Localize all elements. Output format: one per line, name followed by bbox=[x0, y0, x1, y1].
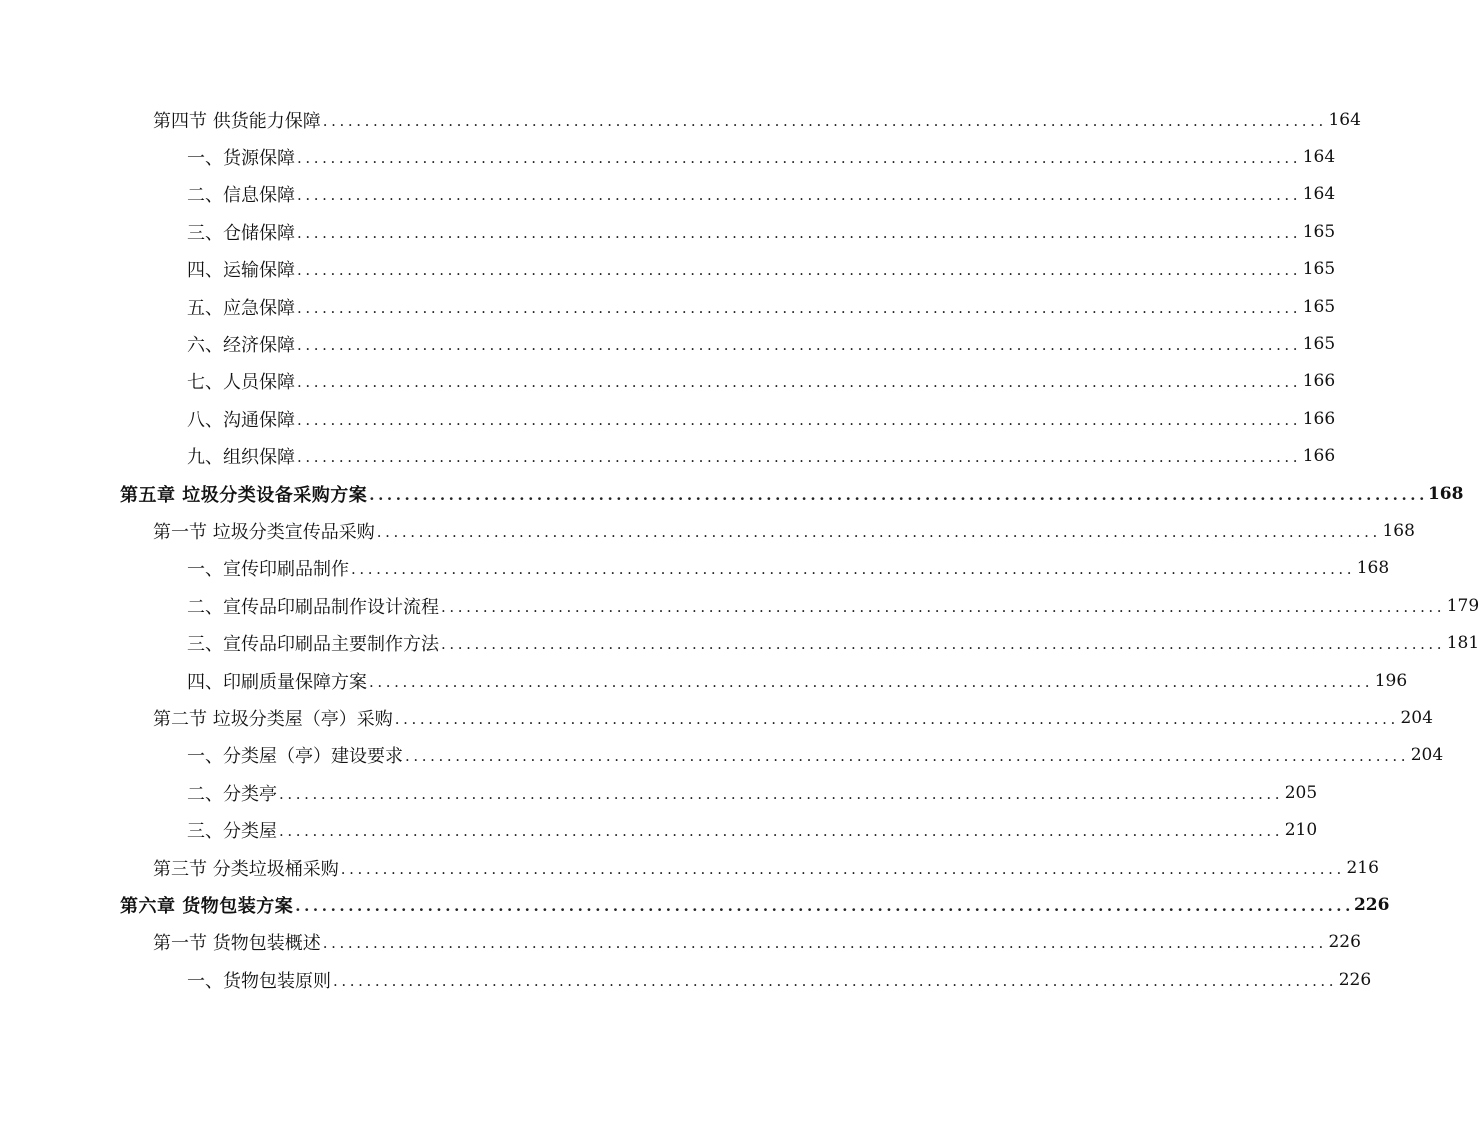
toc-entry-title: 一、货源保障 bbox=[187, 148, 295, 170]
toc-entry-page: 210 bbox=[1284, 820, 1318, 841]
toc-entry-title: 二、宣传品印刷品制作设计流程 bbox=[187, 596, 439, 618]
dot-leader: ........................................................................................................................ bbox=[351, 560, 1356, 579]
toc-entry-page: 165 bbox=[1302, 259, 1336, 280]
toc-entry-page: 165 bbox=[1302, 334, 1336, 355]
toc-entry-page: 205 bbox=[1284, 782, 1318, 803]
dot-leader: ........................................................................................................................ bbox=[405, 747, 1410, 766]
toc-entry-title: 第三节 分类垃圾桶采购 bbox=[153, 858, 339, 880]
toc-entry-page: 164 bbox=[1328, 109, 1361, 130]
toc-entry-title: 第五章 垃圾分类设备采购方案 bbox=[120, 484, 368, 506]
toc-entry[interactable] bbox=[0, 251, 1336, 288]
toc-entry-title: 二、分类亭 bbox=[187, 783, 277, 805]
toc-entry[interactable] bbox=[0, 213, 1336, 250]
dot-leader: ........................................................................................................................ bbox=[394, 709, 1399, 728]
toc-entry-page: 166 bbox=[1302, 371, 1336, 392]
toc-entry-title: 三、分类屋 bbox=[187, 821, 277, 843]
dot-leader: ........................................................................................................................ bbox=[322, 111, 1327, 130]
toc-entry-page: 164 bbox=[1302, 147, 1336, 168]
toc-entry[interactable] bbox=[0, 288, 1336, 325]
dot-leader: ........................................................................................................................ bbox=[297, 149, 1302, 168]
dot-leader: ........................................................................................................................ bbox=[295, 896, 1354, 915]
toc-entry-page: 204 bbox=[1410, 745, 1444, 766]
toc-entry[interactable] bbox=[0, 624, 1479, 661]
toc-entry-title: 八、沟通保障 bbox=[187, 409, 295, 431]
toc-entry-title: 七、人员保障 bbox=[187, 372, 295, 394]
toc-entry[interactable] bbox=[0, 699, 1433, 736]
dot-leader: ........................................................................................................................ bbox=[369, 672, 1374, 691]
dot-leader: ........................................................................................................................ bbox=[279, 784, 1284, 803]
toc-entry-title: 一、分类屋（亭）建设要求 bbox=[187, 746, 403, 768]
toc-entry[interactable] bbox=[0, 737, 1444, 774]
toc-entry-title: 四、运输保障 bbox=[187, 260, 295, 282]
toc-entry[interactable] bbox=[0, 325, 1336, 362]
toc-entry[interactable] bbox=[0, 176, 1336, 213]
toc-chapter-entry[interactable] bbox=[0, 886, 1390, 923]
toc-entry-page: 168 bbox=[1356, 558, 1390, 579]
toc-entry-title: 九、组织保障 bbox=[187, 447, 295, 469]
toc-entry[interactable] bbox=[0, 550, 1390, 587]
toc-entry-title: 五、应急保障 bbox=[187, 297, 295, 319]
toc-entry-page: 226 bbox=[1353, 894, 1390, 915]
toc-entry-page: 168 bbox=[1427, 483, 1464, 504]
dot-leader: ........................................................................................................................ bbox=[322, 934, 1327, 953]
toc-entry-page: 166 bbox=[1302, 408, 1336, 429]
dot-leader: ........................................................................................................................ bbox=[297, 448, 1302, 467]
toc-chapter-entry[interactable] bbox=[0, 475, 1464, 512]
dot-leader: ........................................................................................................................ bbox=[333, 971, 1338, 990]
dot-leader: ........................................................................................................................ bbox=[297, 298, 1302, 317]
toc-entry[interactable] bbox=[0, 811, 1318, 848]
dot-leader: ........................................................................................................................ bbox=[297, 223, 1302, 242]
toc-entry-title: 第一节 垃圾分类宣传品采购 bbox=[153, 521, 375, 543]
toc-entry-title: 第二节 垃圾分类屋（亭）采购 bbox=[153, 708, 393, 730]
toc-entry-page: 181 bbox=[1446, 633, 1479, 654]
dot-leader: ........................................................................................................................ bbox=[279, 822, 1284, 841]
dot-leader: ........................................................................................................................ bbox=[340, 859, 1345, 878]
dot-leader: ........................................................................................................................ bbox=[441, 635, 1446, 654]
dot-leader: ........................................................................................................................ bbox=[297, 186, 1302, 205]
dot-leader: ........................................................................................................................ bbox=[297, 261, 1302, 280]
toc-entry[interactable] bbox=[0, 587, 1479, 624]
toc-entry-title: 第六章 货物包装方案 bbox=[120, 895, 294, 917]
dot-leader: ........................................................................................................................ bbox=[369, 485, 1428, 504]
toc-entry-page: 196 bbox=[1374, 670, 1408, 691]
dot-leader: ........................................................................................................................ bbox=[297, 373, 1302, 392]
toc-entry-title: 三、仓储保障 bbox=[187, 222, 295, 244]
dot-leader: ........................................................................................................................ bbox=[297, 410, 1302, 429]
toc-entry[interactable] bbox=[0, 512, 1415, 549]
toc-entry-title: 第四节 供货能力保障 bbox=[153, 110, 321, 132]
dot-leader: ........................................................................................................................ bbox=[376, 522, 1381, 541]
toc-entry[interactable] bbox=[0, 774, 1318, 811]
toc-entry-title: 四、印刷质量保障方案 bbox=[187, 671, 367, 693]
toc-entry-page: 165 bbox=[1302, 221, 1336, 242]
toc-entry-page: 226 bbox=[1338, 969, 1372, 990]
toc-entry-page: 226 bbox=[1328, 932, 1361, 953]
toc-entry-title: 第一节 货物包装概述 bbox=[153, 933, 321, 955]
toc-entry[interactable] bbox=[0, 849, 1379, 886]
toc-entry-title: 六、经济保障 bbox=[187, 335, 295, 357]
toc-entry[interactable] bbox=[0, 924, 1361, 961]
toc-entry[interactable] bbox=[0, 961, 1372, 998]
toc-entry[interactable] bbox=[0, 662, 1408, 699]
toc-entry[interactable] bbox=[0, 400, 1336, 437]
toc-entry-title: 一、宣传印刷品制作 bbox=[187, 559, 349, 581]
toc-entry[interactable] bbox=[0, 138, 1336, 175]
toc-entry[interactable] bbox=[0, 101, 1361, 138]
toc-entry-title: 一、货物包装原则 bbox=[187, 970, 331, 992]
toc-entry[interactable] bbox=[0, 363, 1336, 400]
toc-entry[interactable] bbox=[0, 438, 1336, 475]
toc-entry-page: 216 bbox=[1346, 857, 1379, 878]
toc-entry-page: 166 bbox=[1302, 446, 1336, 467]
toc-entry-page: 168 bbox=[1382, 520, 1415, 541]
toc-entry-title: 二、信息保障 bbox=[187, 185, 295, 207]
toc-entry-page: 164 bbox=[1302, 184, 1336, 205]
toc-entry-page: 204 bbox=[1400, 707, 1433, 728]
dot-leader: ........................................................................................................................ bbox=[297, 336, 1302, 355]
toc-entry-title: 三、宣传品印刷品主要制作方法 bbox=[187, 634, 439, 656]
toc-entry-page: 179 bbox=[1446, 595, 1479, 616]
toc-entry-page: 165 bbox=[1302, 296, 1336, 317]
table-of-contents bbox=[0, 101, 1479, 998]
dot-leader: ........................................................................................................................ bbox=[441, 597, 1446, 616]
